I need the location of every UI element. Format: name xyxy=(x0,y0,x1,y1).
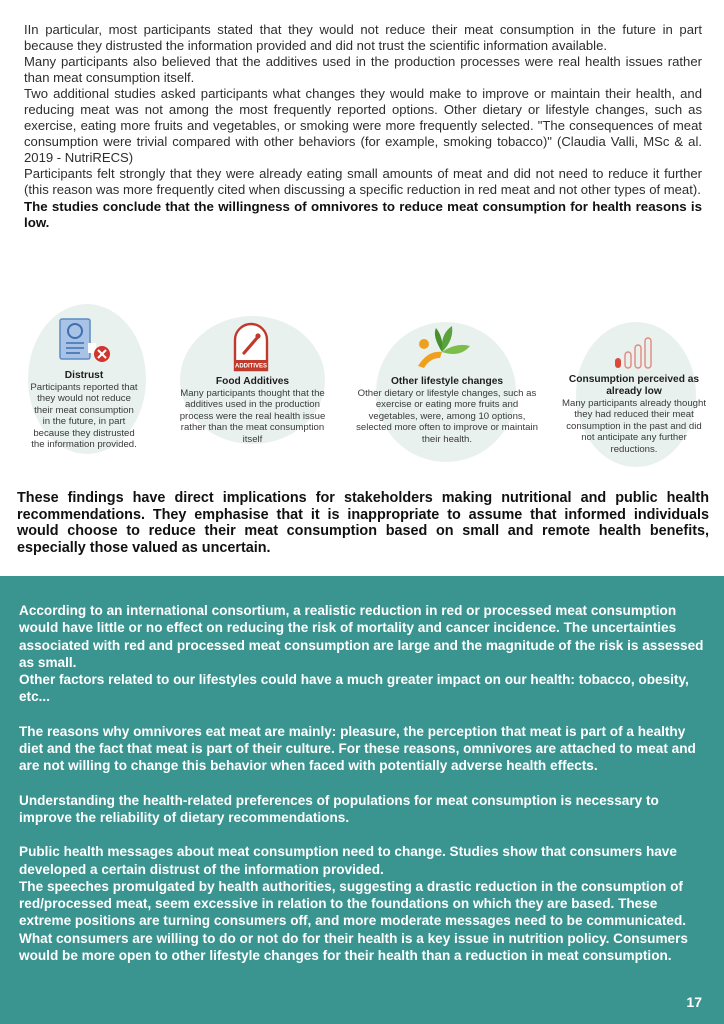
summary-paragraph: Public health messages about meat consumption need to change. Studies show that consumers have developed a certain distrust of the information provided. xyxy=(19,844,677,877)
card-consumption-low xyxy=(558,300,710,470)
summary-paragraph: Other factors related to our lifestyles could have a much greater impact on our health: tobacco, obesity, etc... xyxy=(19,672,689,705)
additives-label-icon xyxy=(231,322,271,372)
intro-paragraph: IIn particular, most participants stated that they would not reduce their meat consumption in the future in part because they distrusted the information provided and did not trust the scientific information available. xyxy=(24,22,702,53)
card-title: Other lifestyle changes xyxy=(390,376,504,387)
conclusion-text: The studies conclude that the willingness of omnivores to reduce meat consumption for health reasons is low. xyxy=(24,199,702,230)
intro-paragraph: Two additional studies asked participants what changes they would make to improve or maintain their health, and reducing meat was not among the most frequently reported options. Other dietary or lifestyle changes, such as exercise, eating more fruits and vegetables, or smoking were more frequently selected. "The consequences of meat consumption were trivial compared with other behaviors (for example, smoking tobacco)" (Claudia Valli, MSc & al. 2019 - NutriRECS) xyxy=(24,86,702,165)
intro-section xyxy=(24,22,702,231)
card-description: Other dietary or lifestyle changes, such as exercise or eating more fruits and vegetables, were, among 10 options, selected more often to improve or maintain their health. xyxy=(356,388,538,445)
findings-statement: These findings have direct implications for stakeholders making nutritional and public health recommendations. They emphasise that it is inappropriate to assume that informed individuals would choose to reduce their meat consumption based on small and remote health benefits, especially those valued as uncertain. xyxy=(17,490,709,556)
summary-paragraph: Understanding the health-related preferences of populations for meat consumption is necessary to improve the reliability of dietary recommendations. xyxy=(19,792,659,825)
document-x-icon xyxy=(58,317,114,365)
summary-paragraph: According to an international consortium, a realistic reduction in red or processed meat consumption would have little or no effect on reducing the risk of mortality and cancer incidence. The uncertainties associated with red and processed meat consumption are large and the magnitude of the risk is assessed as small. xyxy=(19,603,704,670)
intro-paragraph: Participants felt strongly that they were already eating small amounts of meat and did not need to reduce it further (this reason was more frequently cited when discussing a specific reduction in red meat and not other types of meat). xyxy=(24,166,702,197)
card-title: Distrust xyxy=(64,370,104,381)
summary-paragraph: The speeches promulgated by health authorities, suggesting a drastic reduction in the consumption of red/processed meat, seem excessive in relation to the foundations on which they are based. These extreme positions are turning consumers off, and more moderate messages need to be communicated. What consumers are willing to do or not do for their health is a key issue in nutrition policy. Consumers would be more open to other lifestyle changes for their health than a reduction in meat consumption. xyxy=(19,878,688,964)
summary-panel xyxy=(0,576,724,1024)
card-title: Consumption perceived as already low xyxy=(568,374,700,397)
card-title: Food Additives xyxy=(215,376,290,387)
page-number: 17 xyxy=(686,994,702,1010)
card-distrust xyxy=(14,300,154,460)
additives-badge-text: ADDITIVES xyxy=(234,363,268,370)
card-description: Many participants thought that the additives used in the production process were the real health issue rather than the meat consumption itself xyxy=(179,388,326,445)
reasons-infographic xyxy=(0,300,724,480)
intro-paragraph: Many participants also believed that the additives used in the production processes were real health issues rather than meat consumption itself. xyxy=(24,54,702,85)
card-description: Participants reported that they would not reduce their meat consumption in the future, in part because they distrusted the information provided. xyxy=(30,382,138,451)
summary-paragraph: The reasons why omnivores eat meat are mainly: pleasure, the perception that meat is part of a healthy diet and the fact that meat is part of their culture. For these reasons, omnivores are attached to meat and are not willing to change this behavior when faced with potentially adverse health effects. xyxy=(19,723,696,774)
summary-text xyxy=(19,602,709,964)
bar-levels-icon xyxy=(612,336,656,370)
card-description: Many participants already thought they had reduced their meat consumption in the past and did not anticipate any further reductions. xyxy=(562,398,706,455)
person-leaves-icon xyxy=(412,322,474,372)
card-lifestyle-changes xyxy=(350,300,544,465)
card-food-additives xyxy=(170,300,335,460)
